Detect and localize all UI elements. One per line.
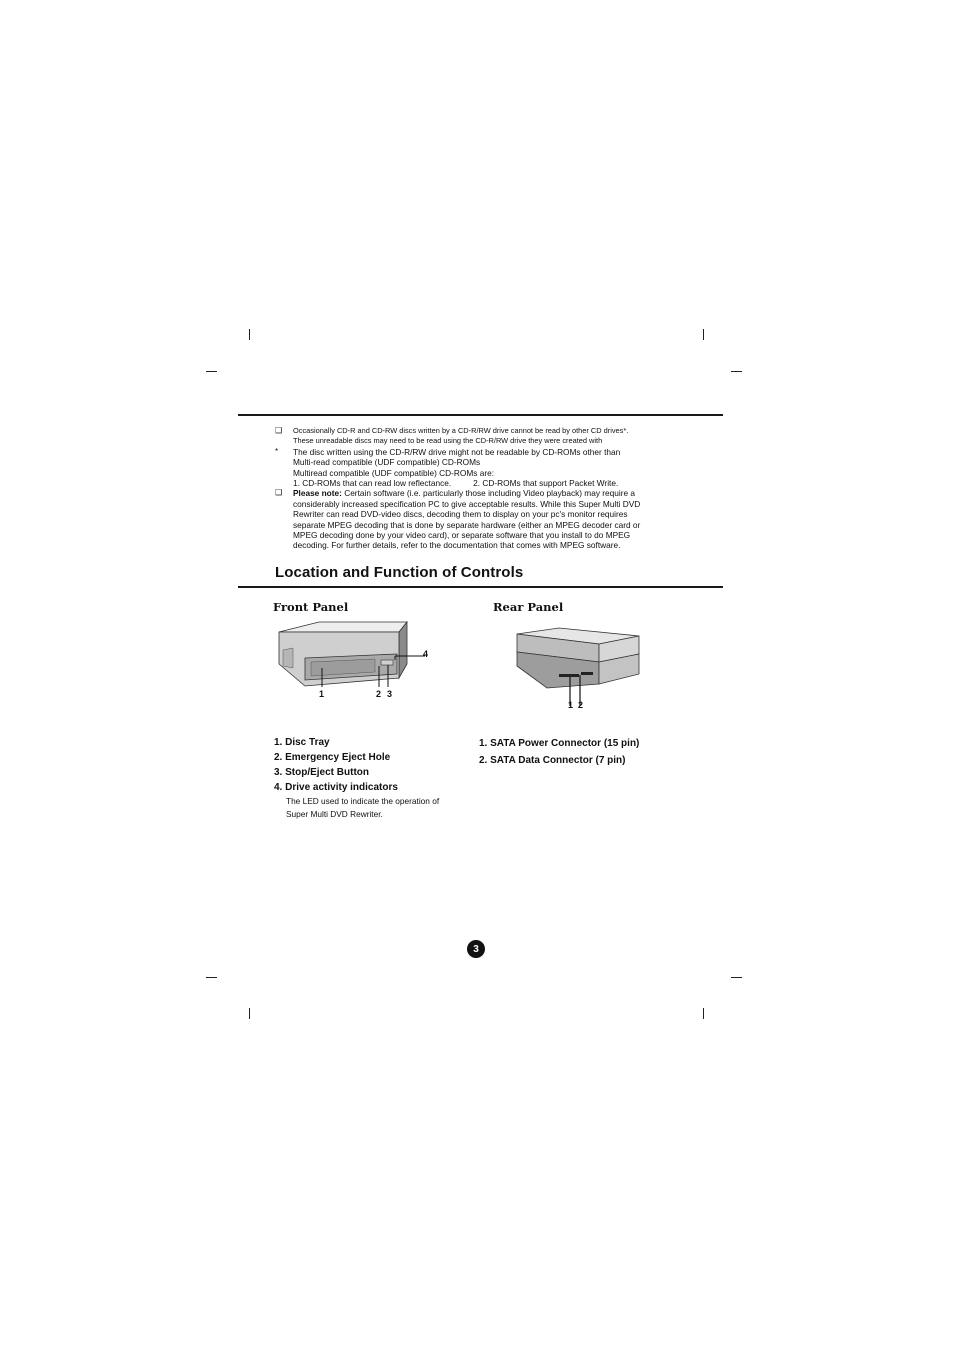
note-line: considerably increased specification PC to give acceptable results. While this Super Multi DVD bbox=[293, 498, 641, 509]
note-line: Rewriter can read DVD-video discs, decoding them to display on your pc's monitor requires bbox=[293, 509, 628, 520]
crop-mark bbox=[249, 329, 250, 340]
note-line: Occasionally CD-R and CD-RW discs written by a CD-R/RW drive cannot be read by other CD drives*. bbox=[293, 426, 629, 435]
list-item: 1. Disc Tray bbox=[274, 737, 330, 748]
crop-mark bbox=[703, 329, 704, 340]
page-number: 3 bbox=[467, 940, 485, 958]
section-title: Location and Function of Controls bbox=[275, 564, 524, 581]
rear-panel-title: Rear Panel bbox=[493, 600, 564, 614]
note-pair-right: 2. CD-ROMs that support Packet Write. bbox=[473, 478, 619, 489]
crop-mark bbox=[206, 977, 217, 978]
section-rule bbox=[238, 586, 723, 588]
crop-mark bbox=[206, 371, 217, 372]
note-line: Multiread compatible (UDF compatible) CD-ROMs are: bbox=[293, 467, 495, 478]
note-line: separate MPEG decoding that is done by separate hardware (either an MPEG decoder card or bbox=[293, 519, 641, 530]
list-item-description: The LED used to indicate the operation of bbox=[286, 796, 440, 806]
list-item-description: Super Multi DVD Rewriter. bbox=[286, 808, 383, 819]
note-line: Multi-read compatible (UDF compatible) CD-ROMs bbox=[293, 457, 481, 468]
note-line bbox=[293, 478, 695, 488]
checkbox-bullet-icon: ❑ bbox=[275, 426, 283, 435]
crop-mark bbox=[731, 977, 742, 978]
crop-mark bbox=[731, 371, 742, 372]
note-line: MPEG decoding done by your video card), or separate software that you install to do MPEG bbox=[293, 530, 631, 541]
front-panel-title: Front Panel bbox=[273, 600, 349, 614]
rear-panel-list bbox=[479, 735, 699, 769]
front-callout-3: 3 bbox=[387, 689, 393, 699]
asterisk-marker: * bbox=[275, 446, 279, 456]
list-item: 2. Emergency Eject Hole bbox=[274, 752, 391, 763]
note-please-note bbox=[275, 488, 695, 550]
notes-block bbox=[275, 426, 695, 551]
top-rule bbox=[238, 414, 723, 416]
rear-panel-drive-illustration bbox=[513, 626, 643, 710]
rear-callout-1: 1 bbox=[568, 700, 574, 710]
rear-callout-2: 2 bbox=[578, 700, 584, 710]
list-item: 1. SATA Power Connector (15 pin) bbox=[479, 738, 640, 749]
crop-mark bbox=[703, 1008, 704, 1019]
note-line: Please note: Certain software (i.e. particularly those including Video playback) may require a bbox=[293, 488, 636, 499]
list-item: 3. Stop/Eject Button bbox=[274, 767, 369, 778]
front-callout-2: 2 bbox=[376, 689, 382, 699]
note-line: decoding. For further details, refer to the documentation that comes with MPEG software. bbox=[293, 540, 621, 551]
checkbox-bullet-icon: ❑ bbox=[275, 488, 283, 498]
front-panel-list bbox=[274, 735, 474, 820]
front-panel-drive-illustration bbox=[275, 620, 435, 702]
note-pair-left: 1. CD-ROMs that can read low reflectance. bbox=[293, 478, 452, 489]
note-line: These unreadable discs may need to be read using the CD-R/RW drive they were created with bbox=[293, 436, 603, 446]
note-bold-lead: Please note: bbox=[293, 488, 342, 499]
list-item: 4. Drive activity indicators bbox=[274, 782, 398, 793]
list-item: 2. SATA Data Connector (7 pin) bbox=[479, 755, 626, 766]
note-unreadable-discs bbox=[275, 426, 695, 447]
note-line: The disc written using the CD-R/RW drive might not be readable by CD-ROMs other than bbox=[293, 446, 621, 457]
front-callout-1: 1 bbox=[319, 689, 325, 699]
front-callout-4: 4 bbox=[423, 649, 429, 659]
note-multiread bbox=[275, 447, 695, 489]
crop-mark bbox=[249, 1008, 250, 1019]
